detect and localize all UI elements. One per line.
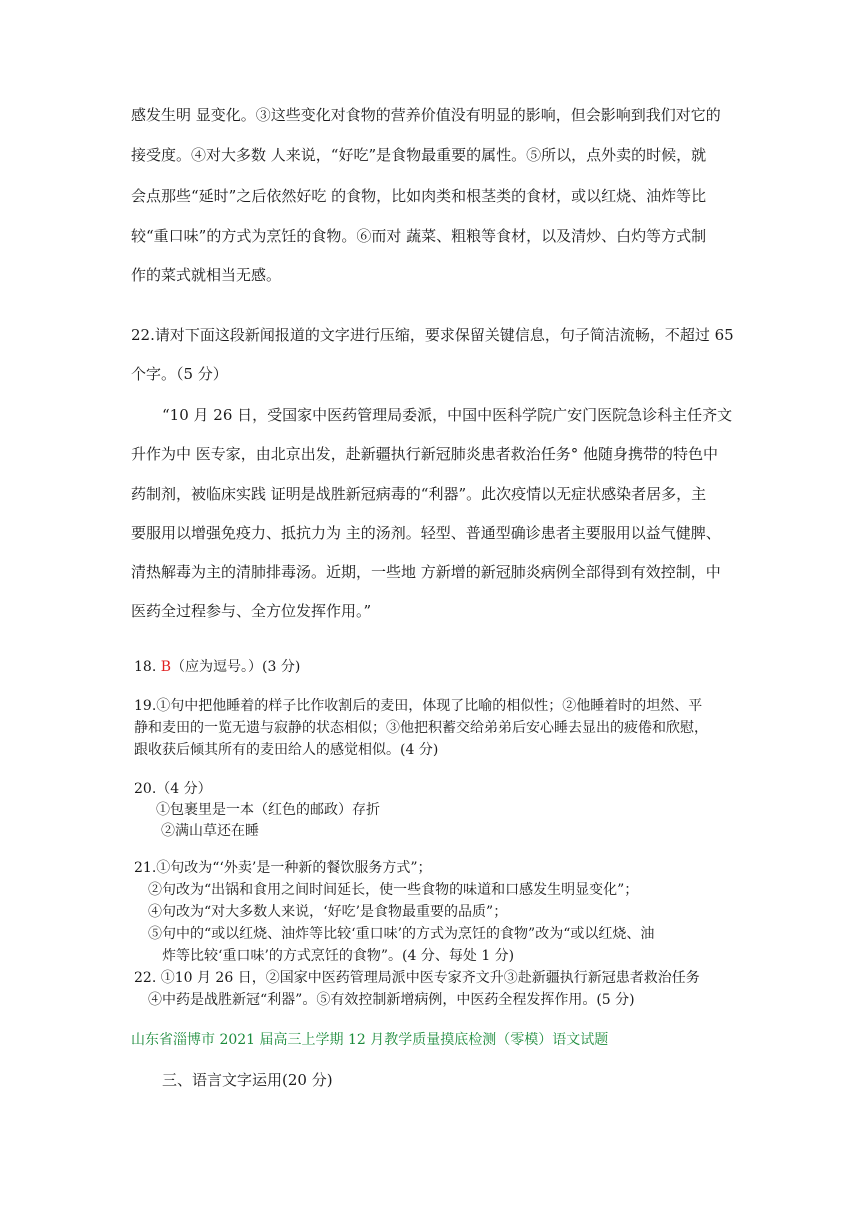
answer-19-line: 跟收获后倾其所有的麦田给人的感觉相似。(4 分) [134,742,439,758]
answer-20-line: ②满山草还在睡 [161,823,259,839]
answer-20-line: ①包裹里是一本（红色的邮政）存折 [156,802,380,818]
passage-line: 较“重口味”的方式为烹饪的食物。⑥而对 蔬菜、粗粮等食材，以及清炒、白灼等方式制 [131,227,707,245]
passage-line: 接受度。④对大多数 人来说，“好吃”是食物最重要的属性。⑤所以，点外卖的时候，就 [131,146,707,164]
news-line: 清热解毒为主的清肺排毒汤。近期，一些地 方新增的新冠肺炎病例全部得到有效控制，中 [131,563,721,581]
answer-19-line: 19.①句中把他睡着的样子比作收割后的麦田，体现了比喻的相似性；②他睡着时的坦然、平 [134,698,703,714]
news-line: 升作为中 医专家，由北京出发，赴新疆执行新冠肺炎患者救治任务° 他随身携带的特色中 [131,445,719,463]
answer-18-number: 18. [134,659,157,675]
question-22-prompt: 22.请对下面这段新闻报道的文字进行压缩，要求保留关键信息，句子简洁流畅，不超过 65 [131,326,734,344]
question-22-prompt-cont: 个字。（5 分） [131,365,228,383]
news-line: 要服用以增强免疫力、抵抗力为 主的汤剂。轻型、普通型确诊患者主要服用以益气健脾、 [131,524,721,542]
answer-22-line: ④中药是战胜新冠“利器”。⑤有效控制新增病例，中医药全程发挥作用。(5 分) [148,992,635,1008]
source-title: 山东省淄博市 2021 届高三上学期 12 月教学质量摸底检测（零模）语文试题 [131,1032,609,1048]
answer-18-letter: B [160,659,172,675]
news-line: “10 月 26 日，受国家中医药管理局委派，中国中医科学院广安门医院急诊科主任齐文 [162,406,733,424]
answer-21-line: ②句改为“出锅和食用之间时间延长，使一些食物的味道和口感发生明显变化”； [148,882,639,898]
news-line: 药制剂，被临床实践 证明是战胜新冠病毒的“利器”。此次疫情以无症状感染者居多，主 [131,485,707,503]
answer-21-line: ④句改为“对大多数人来说，‘好吃’是食物最重要的品质”； [148,904,508,920]
news-line: 医药全过程参与、全方位发挥作用。” [131,602,372,620]
answer-20-heading: 20.（4 分） [134,781,212,797]
passage-line: 感发生明 显变化。③这些变化对食物的营养价值没有明显的影响，但会影响到我们对它的 [131,106,721,124]
answer-21-line: 21.①句改为“‘外卖’是一种新的餐饮服务方式”； [134,860,432,876]
passage-line: 会点那些“延时”之后依然好吃 的食物，比如肉类和根茎类的食材，或以红烧、油炸等比 [131,187,707,205]
answer-18-note: （应为逗号。）(3 分) [171,659,301,675]
answer-22-line: 22. ①10 月 26 日，②国家中医药管理局派中医专家齐文升③赴新疆执行新冠患者救治任务 [134,970,700,986]
answer-21-line: 炸等比较‘重口味’的方式烹饪的食物”。(4 分、每处 1 分) [162,948,515,964]
passage-line: 作的菜式就相当无感。 [131,266,282,284]
section-heading: 三、语言文字运用(20 分) [162,1071,333,1089]
answer-21-line: ⑤句中的“或以红烧、油炸等比较‘重口味’的方式为烹饪的食物”改为“或以红烧、油 [148,926,655,942]
answer-19-line: 静和麦田的一览无遗与寂静的状态相似；③他把积蓄交给弟弟后安心睡去显出的疲倦和欣慰， [134,720,708,736]
answer-18 [134,656,300,676]
